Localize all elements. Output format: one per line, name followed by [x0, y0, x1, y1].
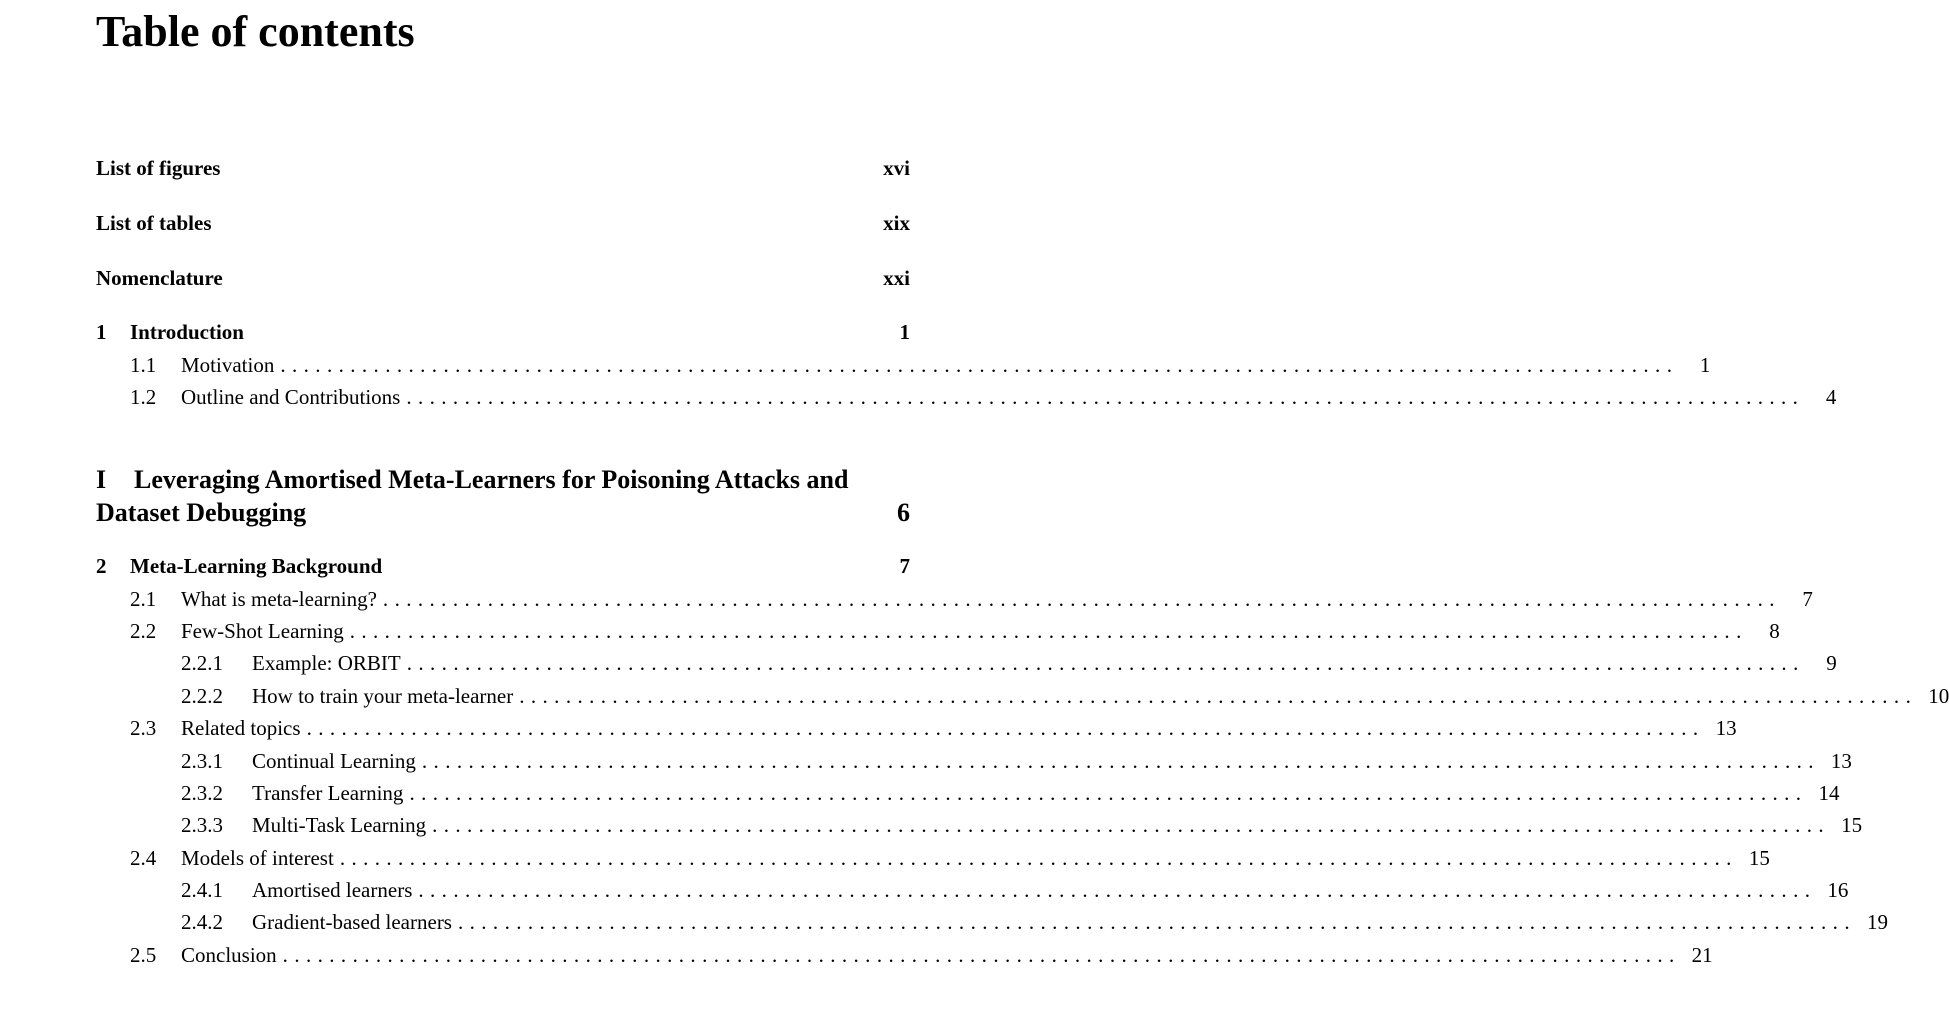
toc-section-label: Related topics — [181, 716, 301, 740]
toc-page-number: 4 — [1825, 385, 1837, 409]
toc-chapter-label: Meta-Learning Background — [130, 554, 383, 578]
toc-section-2-5[interactable] — [130, 941, 1713, 969]
toc-section-number: 2.2 — [130, 619, 157, 643]
toc-section-label: Conclusion — [181, 943, 277, 967]
toc-page-number: 8 — [1769, 619, 1780, 643]
toc-section-number: 2.5 — [130, 943, 157, 967]
toc-section-number: 2.1 — [130, 587, 157, 611]
toc-section-label: Few-Shot Learning — [181, 619, 344, 643]
toc-subsection-number: 2.3.1 — [181, 749, 223, 773]
toc-chapter-number: 2 — [96, 554, 107, 578]
toc-subsection-label: Gradient-based learners — [252, 910, 452, 934]
toc-entry-label: List of figures — [96, 156, 221, 180]
dot-leader: ........................................................................................................................ — [409, 781, 1808, 805]
dot-leader: ........................................................................................................................ — [282, 943, 1681, 967]
dot-leader: ........................................................................................................................ — [349, 619, 1748, 643]
toc-subsection-number: 2.3.3 — [181, 813, 223, 837]
toc-subsection-label: Transfer Learning — [252, 781, 404, 805]
page-title: Table of contents — [96, 7, 415, 56]
toc-subsection-number: 2.4.1 — [181, 878, 223, 902]
toc-page-number: 15 — [1841, 813, 1863, 837]
toc-subsection-label: Amortised learners — [252, 878, 413, 902]
toc-section-1-2[interactable] — [130, 383, 1837, 411]
toc-subsection-2-3-2[interactable] — [181, 779, 1840, 807]
toc-page-number: xix — [883, 211, 910, 235]
toc-page-number: xvi — [883, 156, 910, 180]
toc-subsection-label: Continual Learning — [252, 749, 416, 773]
toc-subsection-label: Multi-Task Learning — [252, 813, 427, 837]
toc-page-number: 13 — [1715, 716, 1737, 740]
toc-subsection-number: 2.4.2 — [181, 910, 223, 934]
dot-leader: ........................................................................................................................ — [457, 910, 1856, 934]
toc-chapter-2[interactable] — [96, 552, 910, 580]
toc-chapter-number: 1 — [96, 320, 107, 344]
dot-leader: ........................................................................................................................ — [306, 716, 1705, 740]
toc-subsection-number: 2.3.2 — [181, 781, 223, 805]
toc-part-1[interactable] — [96, 463, 910, 529]
dot-leader: ........................................................................................................................ — [280, 353, 1679, 377]
toc-subsection-number: 2.2.1 — [181, 651, 223, 675]
toc-page-number: 16 — [1827, 878, 1849, 902]
dot-leader: ........................................................................................................................ — [382, 587, 1781, 611]
toc-section-label: What is meta-learning? — [181, 587, 377, 611]
toc-section-number: 1.1 — [130, 353, 157, 377]
toc-entry-label: Nomenclature — [96, 266, 223, 290]
toc-page-number: 1 — [1699, 353, 1711, 377]
toc-page-number: 21 — [1691, 943, 1713, 967]
toc-subsection-2-3-3[interactable] — [181, 811, 1863, 839]
toc-subsection-2-4-1[interactable] — [181, 876, 1849, 904]
toc-section-2-3[interactable] — [130, 714, 1737, 742]
toc-section-number: 2.4 — [130, 846, 157, 870]
toc-subsection-number: 2.2.2 — [181, 684, 223, 708]
toc-entry-list-of-tables[interactable] — [96, 209, 910, 237]
toc-page-number: 14 — [1818, 781, 1840, 805]
toc-page-number: 6 — [897, 498, 910, 527]
toc-page-number: 9 — [1826, 651, 1837, 675]
toc-part-label: Leveraging Amortised Meta-Learners for Poisoning Attacks and Dataset Debugging — [96, 465, 849, 527]
toc-section-1-1[interactable] — [130, 351, 1711, 379]
toc-chapter-1[interactable] — [96, 318, 910, 346]
toc-subsection-2-2-2[interactable] — [181, 682, 1949, 710]
toc-section-2-1[interactable] — [130, 585, 1813, 613]
toc-subsection-2-4-2[interactable] — [181, 908, 1888, 936]
toc-section-label: Outline and Contributions — [181, 385, 401, 409]
dot-leader: ........................................................................................................................ — [406, 651, 1805, 675]
dot-leader: ........................................................................................................................ — [432, 813, 1831, 837]
toc-section-2-4[interactable] — [130, 844, 1770, 872]
toc-page-number: xxi — [883, 266, 910, 290]
toc-page-number: 15 — [1748, 846, 1770, 870]
dot-leader: ........................................................................................................................ — [421, 749, 1820, 773]
toc-subsection-label: How to train your meta-learner — [252, 684, 514, 708]
toc-subsection-2-3-1[interactable] — [181, 747, 1852, 775]
toc-entry-list-of-figures[interactable] — [96, 154, 910, 182]
toc-section-number: 1.2 — [130, 385, 157, 409]
dot-leader: ........................................................................................................................ — [339, 846, 1738, 870]
toc-entry-nomenclature[interactable] — [96, 264, 910, 292]
toc-section-label: Models of interest — [181, 846, 334, 870]
dot-leader: ........................................................................................................................ — [406, 385, 1805, 409]
toc-page-number: 1 — [899, 320, 910, 344]
toc-page-number: 10 — [1928, 684, 1949, 708]
toc-part-number: I — [96, 465, 107, 494]
toc-section-number: 2.3 — [130, 716, 157, 740]
toc-entry-label: List of tables — [96, 211, 212, 235]
toc-section-label: Motivation — [181, 353, 275, 377]
toc-page-number: 7 — [1802, 587, 1813, 611]
toc-page-number: 7 — [899, 554, 910, 578]
dot-leader: ........................................................................................................................ — [519, 684, 1918, 708]
toc-chapter-label: Introduction — [130, 320, 244, 344]
toc-subsection-2-2-1[interactable] — [181, 649, 1837, 677]
toc-subsection-label: Example: ORBIT — [252, 651, 401, 675]
dot-leader: ........................................................................................................................ — [418, 878, 1817, 902]
toc-page-number: 19 — [1866, 910, 1888, 934]
toc-page-number: 13 — [1830, 749, 1852, 773]
toc-section-2-2[interactable] — [130, 617, 1780, 645]
